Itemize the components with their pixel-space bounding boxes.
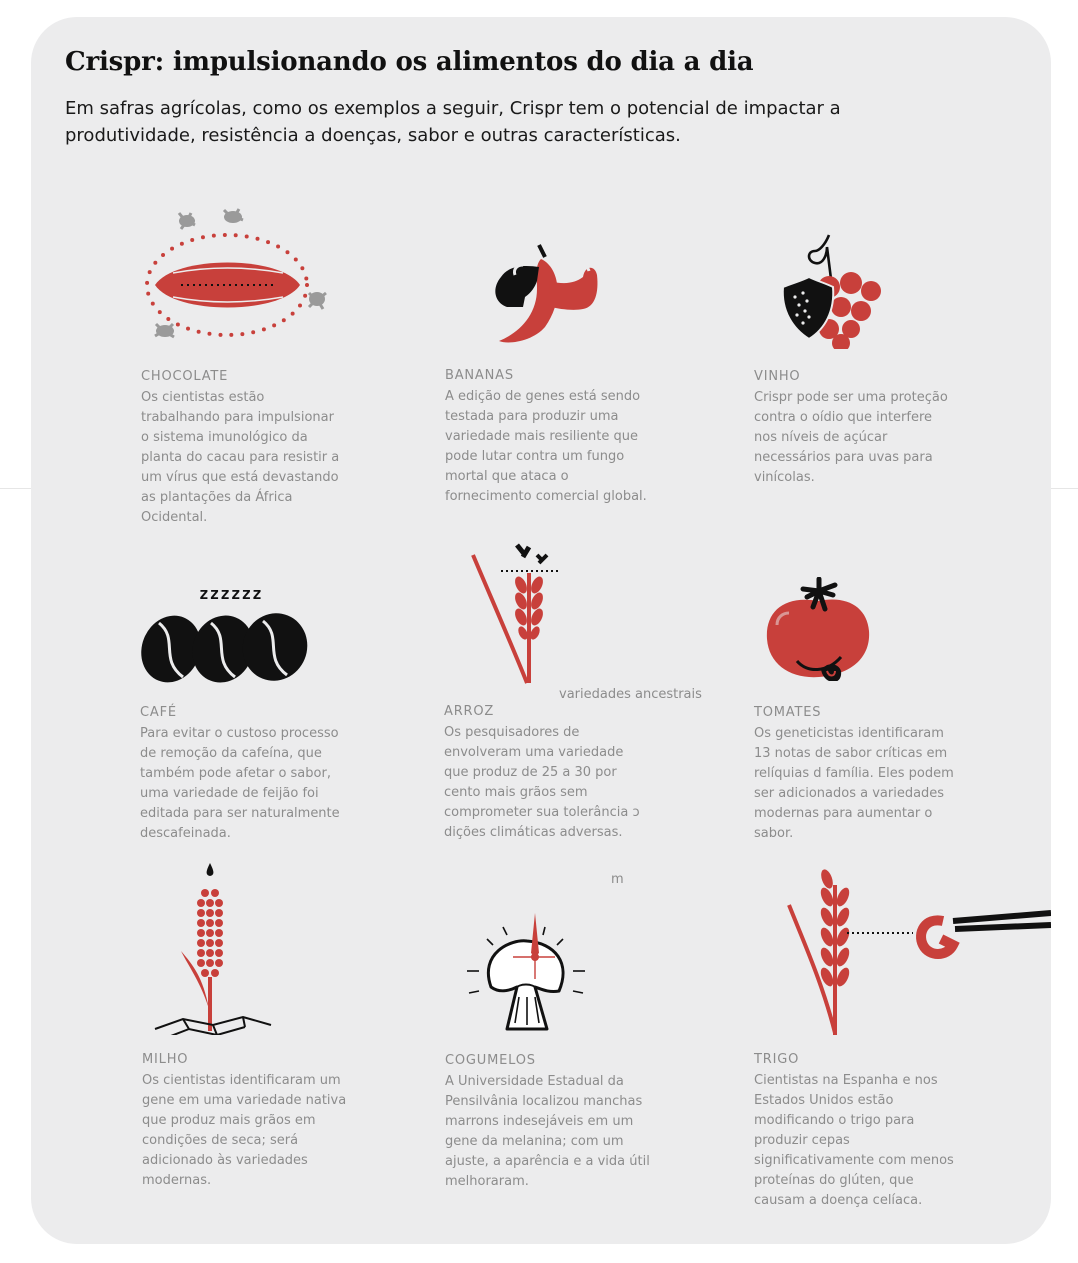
- item-desc-cogumelos: A Universidade Estadual da Pensilvânia localizou manchas marrons indesejáveis em um gene da melanina; com um ajuste, a aparência e a vida útil melhoraram.: [445, 1074, 650, 1189]
- item-name-cogumelos: COGUMELOS: [445, 1053, 536, 1068]
- grape-shield-icon: [779, 231, 889, 349]
- page-subtitle: Em safras agrícolas, como os exemplos a seguir, Crispr tem o potencial de impactar a produtividade, resistência a doenças, sabor e outras características.: [65, 98, 841, 146]
- item-desc-chocolate: Os cientistas estão trabalhando para impulsionar o sistema imunológico da planta do cacau para resistir a um vírus que está devastando as plantações da África Ocidental.: [141, 390, 340, 525]
- rice-stalk-icon: [469, 543, 563, 687]
- item-name-trigo: TRIGO: [754, 1052, 800, 1067]
- wheat-gluten-icon: [785, 865, 1051, 1037]
- flexing-banana-icon: [479, 237, 609, 349]
- item-desc-trigo: Cientistas na Espanha e nos Estados Unidos estão modificando o trigo para produzir cepas significativamente com menos proteínas do glúten, que causam a doença celíaca.: [754, 1073, 954, 1208]
- item-desc-tomates: Os geneticistas identificaram 13 notas de sabor críticas em relíquias d família. Eles podem ser adicionados a variedades modernas para aumentar o sabor.: [754, 726, 954, 841]
- item-name-milho: MILHO: [142, 1052, 189, 1067]
- zzz-text: zzzzzz: [199, 584, 263, 603]
- item-name-bananas: BANANAS: [445, 368, 514, 383]
- item-name-cafe: CAFÉ: [140, 705, 177, 720]
- stray-mark: m: [611, 872, 624, 887]
- item-name-vinho: VINHO: [754, 369, 801, 384]
- item-desc-vinho: Crispr pode ser uma proteção contra o oídio que interfere nos níveis de açúcar necessários para uvas para vinícolas.: [754, 390, 948, 485]
- infographic-card: [31, 17, 1051, 1244]
- corn-drought-icon: [153, 859, 273, 1035]
- cocoa-pod-icon: [135, 203, 335, 343]
- shining-mushroom-icon: [455, 913, 595, 1033]
- item-desc-milho: Os cientistas identificaram um gene em uma variedade nativa que produz mais grãos em condições de seca; será adicionado às variedades modernas.: [142, 1073, 347, 1188]
- item-name-chocolate: CHOCOLATE: [141, 369, 229, 384]
- sleepy-coffee-beans-icon: [139, 583, 315, 683]
- item-desc-bananas: A edição de genes está sendo testada para produzir uma variedade mais resiliente que pode lutar contra um fungo mortal que ataca o fornecimento comercial global.: [445, 389, 647, 504]
- item-desc-arroz: Os pesquisadores de envolveram uma variedade que produz de 25 a 30 por cento mais grãos sem comprometer sua tolerância ɔ dições climáticas adversas.: [444, 725, 640, 840]
- item-name-arroz: ARROZ: [444, 704, 495, 719]
- item-name-tomates: TOMATES: [754, 705, 822, 720]
- tomato-tongue-icon: [763, 577, 873, 681]
- rice-icon-caption: variedades ancestrais: [559, 687, 702, 702]
- item-desc-cafe: Para evitar o custoso processo de remoção da cafeína, que também pode afetar o sabor, uma variedade de feijão foi editada para ser naturalmente descafeinada.: [140, 726, 340, 841]
- page-title: Crispr: impulsionando os alimentos do dia a dia: [65, 47, 754, 77]
